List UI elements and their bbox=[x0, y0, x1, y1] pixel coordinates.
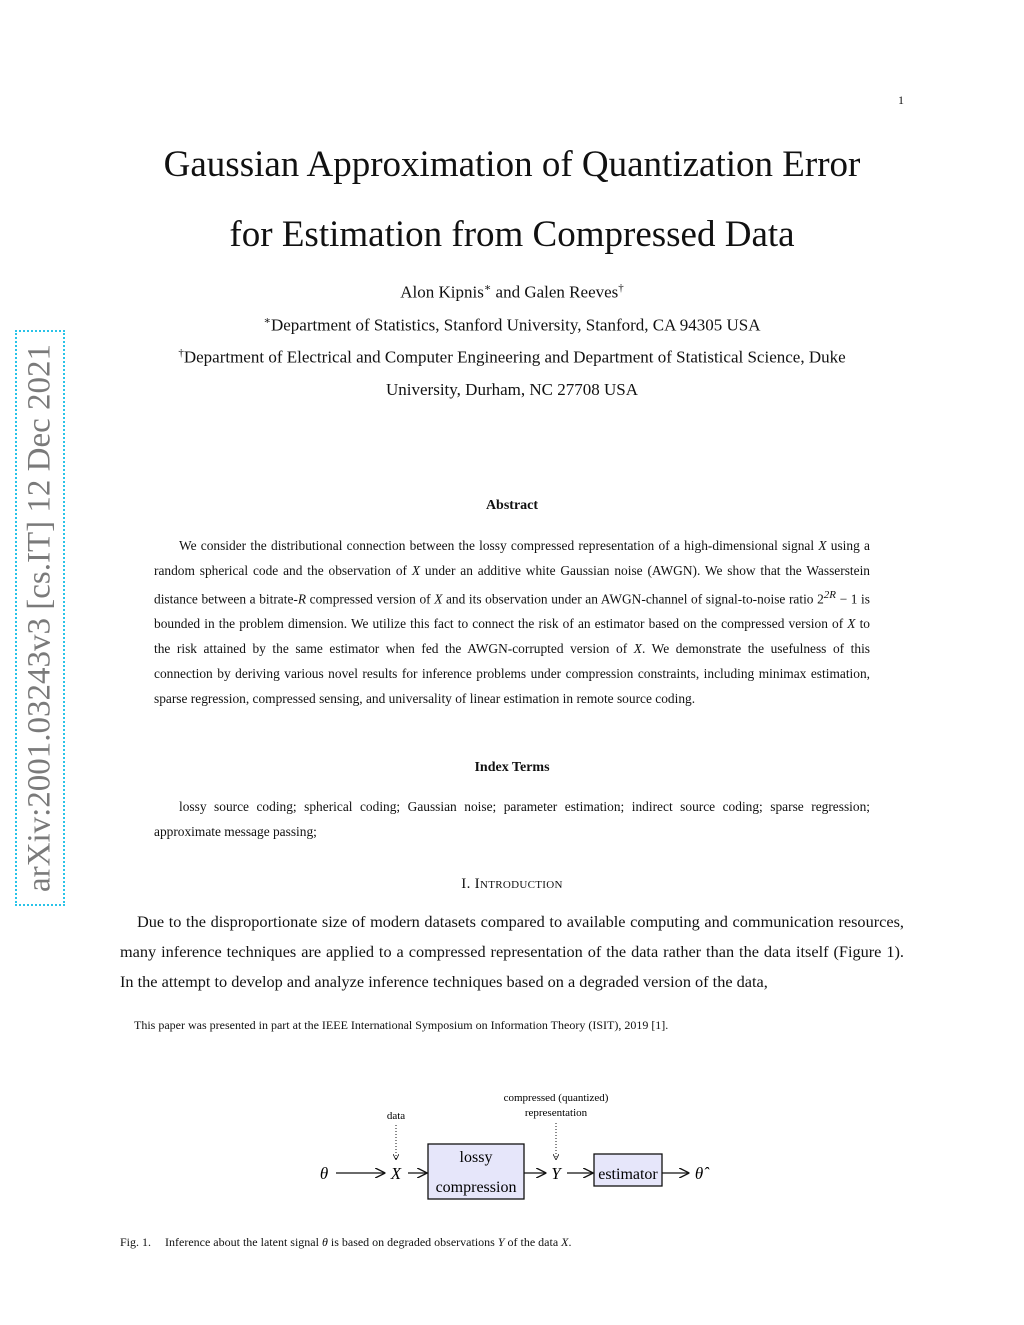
arxiv-stamp bbox=[15, 330, 65, 906]
abstract-text: under an additive white Gaussian noise (AWGN). We show that the Wasserstein distance between a bitrate- bbox=[154, 563, 870, 607]
abstract-body bbox=[154, 533, 870, 711]
math-base: 2 bbox=[817, 591, 824, 607]
author-2: Galen Reeves bbox=[524, 282, 619, 302]
theta-hat-symbol: θ̂ bbox=[694, 1164, 704, 1183]
affiliation-2-line-1: Department of Electrical and Computer Engineering and Department of Statistical Science, Duke bbox=[183, 347, 846, 367]
authors bbox=[0, 281, 1024, 303]
page-number: 1 bbox=[898, 93, 904, 107]
math-var: X bbox=[633, 641, 642, 657]
math-var: X bbox=[434, 591, 443, 607]
affiliation-2 bbox=[0, 347, 1024, 368]
abstract-text: is bounded in the problem dimension. We utilize this fact to connect the risk of an estimator based on the compressed version of bbox=[154, 591, 870, 632]
estimator-label: estimator bbox=[598, 1166, 658, 1183]
abstract-text: compressed version of bbox=[306, 591, 435, 607]
index-terms-body: lossy source coding; spherical coding; Gaussian noise; parameter estimation; indirect source coding; sparse regression; approximate message passing; bbox=[154, 799, 870, 839]
title-line-2: for Estimation from Compressed Data bbox=[229, 214, 795, 255]
index-terms-heading: Index Terms bbox=[474, 760, 550, 775]
y-symbol: Y bbox=[551, 1164, 561, 1183]
compressed-label-line-1: compressed (quantized) bbox=[503, 1092, 609, 1104]
lossy-compression-line-2: compression bbox=[435, 1179, 517, 1196]
math-var: Y bbox=[497, 1235, 505, 1249]
math-var: X bbox=[818, 538, 827, 553]
math-exponent: 2R bbox=[823, 589, 837, 601]
author-connector: and bbox=[491, 282, 525, 302]
affiliation-1-mark: ∗ bbox=[263, 315, 271, 327]
math-var: θ bbox=[321, 1235, 328, 1249]
abstract-text: . We demonstrate the usefulness of this connection by deriving various novel results for inference problems under compression constraints, including minimax estimation, sparse regression, compressed sensing, and universality of linear estimation in remote source coding. bbox=[154, 641, 871, 707]
compressed-label-line-2: representation bbox=[524, 1107, 588, 1119]
math-tail: − 1 bbox=[836, 591, 858, 607]
abstract-text: using a random spherical code and the observation of bbox=[154, 538, 870, 578]
lossy-compression-line-1: lossy bbox=[459, 1149, 493, 1166]
author-2-mark: † bbox=[618, 282, 624, 294]
abstract-text: to the risk attained by the same estimator when fed the AWGN-corrupted version of bbox=[154, 616, 871, 657]
x-symbol: X bbox=[390, 1164, 402, 1183]
theta-symbol: θ bbox=[319, 1164, 329, 1183]
caption-text: is based on degraded observations bbox=[327, 1235, 498, 1249]
title-line-1: Gaussian Approximation of Quantization Error bbox=[163, 144, 861, 185]
caption-text: of the data bbox=[504, 1235, 562, 1249]
abstract-text: We consider the distributional connection between the lossy compressed representation of a high-dimensional signal bbox=[179, 538, 819, 553]
caption-text: . bbox=[568, 1235, 572, 1249]
figure-caption bbox=[120, 1235, 572, 1250]
footnote: This paper was presented in part at the IEEE International Symposium on Information Theory (ISIT), 2019 [1]. bbox=[134, 1018, 669, 1032]
affiliation-2-line-2: University, Durham, NC 27708 USA bbox=[386, 380, 638, 399]
caption-label: Fig. 1. bbox=[120, 1235, 152, 1249]
section-heading: I. Introduction bbox=[461, 876, 563, 892]
math-var: X bbox=[561, 1235, 569, 1249]
math-var: X bbox=[847, 616, 856, 632]
caption-text: Inference about the latent signal bbox=[165, 1235, 322, 1249]
affiliation-1-text: Department of Statistics, Stanford University, Stanford, CA 94305 USA bbox=[270, 315, 761, 335]
affiliation-2-mark: † bbox=[178, 347, 184, 359]
abstract-heading: Abstract bbox=[485, 498, 539, 513]
math-var: R bbox=[297, 591, 307, 607]
data-label: data bbox=[386, 1110, 406, 1122]
intro-paragraph: Due to the disproportionate size of modern datasets compared to available computing and communication resources, many inference techniques are applied to a compressed representation of the data rather than the data itself (Figure 1). In the attempt to develop and analyze inference techniques based on a degraded version of the data, bbox=[120, 912, 904, 991]
math-var: X bbox=[411, 563, 421, 578]
figure-1-diagram bbox=[0, 1085, 1024, 1215]
author-1-mark: ∗ bbox=[483, 282, 492, 294]
arxiv-stamp-text: arXiv:2001.03243v3 [cs.IT] 12 Dec 2021 bbox=[21, 343, 58, 893]
author-1: Alon Kipnis bbox=[400, 282, 484, 302]
affiliation-1 bbox=[0, 314, 1024, 336]
abstract-text: and its observation under an AWGN-channel of signal-to-noise ratio bbox=[442, 591, 818, 607]
